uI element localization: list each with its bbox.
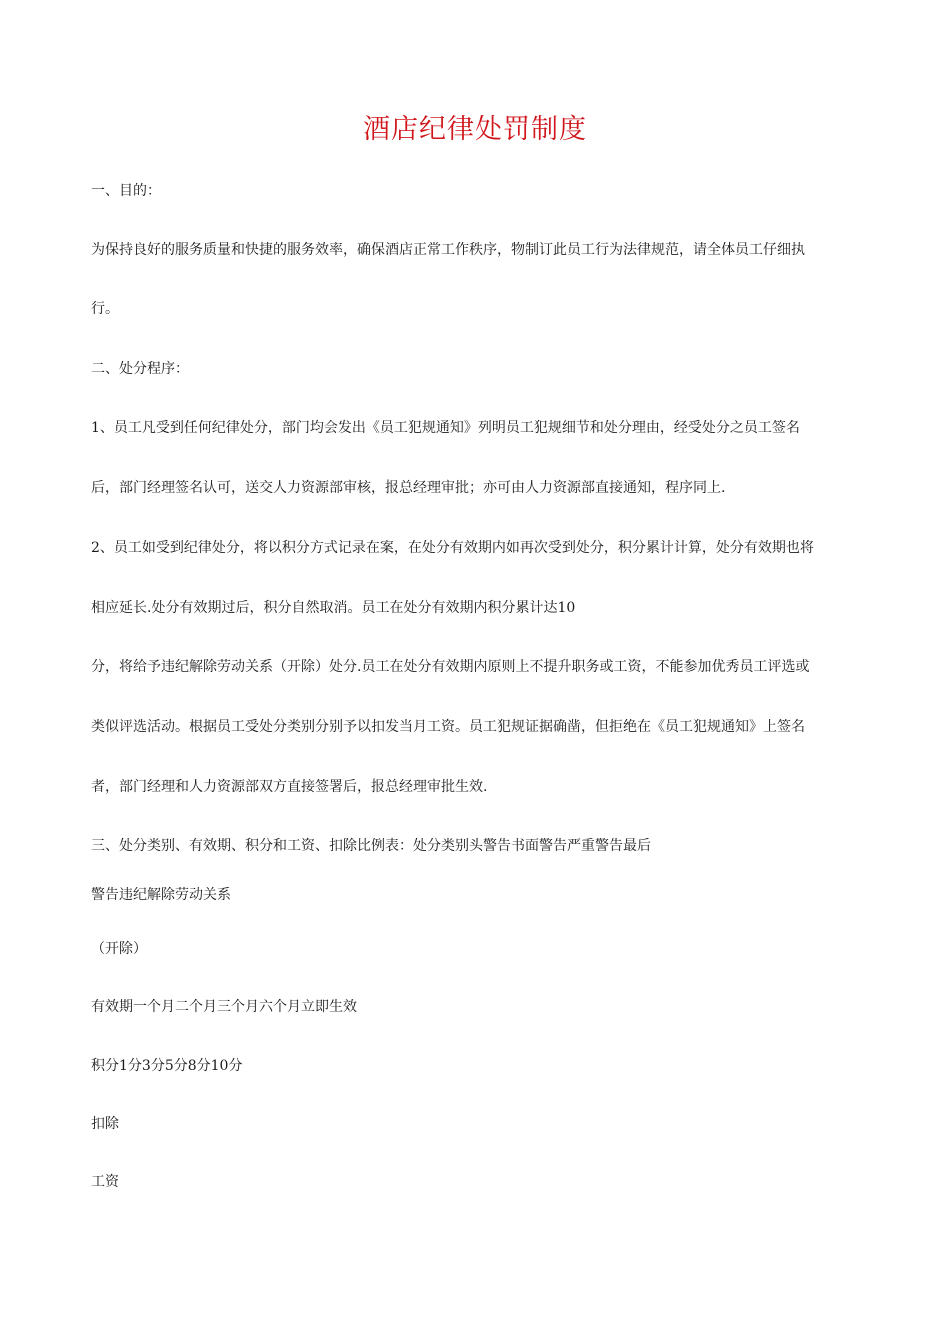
paragraph-line: （开除） bbox=[91, 941, 147, 957]
paragraph-line: 为保持良好的服务质量和快捷的服务效率，确保酒店正常工作秩序，物制订此员工行为法律规范，请全体员工仔细执 bbox=[91, 242, 805, 258]
document-title: 酒店纪律处罚制度 bbox=[363, 114, 587, 145]
paragraph-line: 行。 bbox=[91, 301, 119, 317]
paragraph-line: 2、员工如受到纪律处分，将以积分方式记录在案，在处分有效期内如再次受到处分，积分累计计算，处分有效期也将 bbox=[91, 540, 814, 556]
section-heading-categories: 三、处分类别、有效期、积分和工资、扣除比例表：处分类别头警告书面警告严重警告最后 bbox=[91, 838, 651, 854]
paragraph-line: 相应延长.处分有效期过后，积分自然取消。员工在处分有效期内积分累计达10 bbox=[91, 600, 576, 616]
paragraph-line: 1、员工凡受到任何纪律处分，部门均会发出《员工犯规通知》列明员工犯规细节和处分理由，经受处分之员工签名 bbox=[91, 420, 800, 436]
paragraph-line: 后，部门经理签名认可，送交人力资源部审核，报总经理审批；亦可由人力资源部直接通知，程序同上. bbox=[91, 480, 726, 496]
paragraph-line: 扣除 bbox=[91, 1116, 119, 1132]
paragraph-line: 者，部门经理和人力资源部双方直接签署后，报总经理审批生效. bbox=[91, 779, 488, 795]
paragraph-line: 分，将给予违纪解除劳动关系（开除）处分.员工在处分有效期内原则上不提升职务或工资，不能参加优秀员工评选或 bbox=[91, 659, 810, 675]
paragraph-line: 积分1分3分5分8分10分 bbox=[91, 1058, 243, 1074]
paragraph-line: 警告违纪解除劳动关系 bbox=[91, 887, 231, 903]
section-heading-procedure: 二、处分程序： bbox=[91, 361, 189, 377]
paragraph-line: 有效期一个月二个月三个月六个月立即生效 bbox=[91, 999, 357, 1015]
paragraph-line: 工资 bbox=[91, 1174, 119, 1190]
section-heading-purpose: 一、目的： bbox=[91, 183, 161, 199]
paragraph-line: 类似评选活动。根据员工受处分类别分别予以扣发当月工资。员工犯规证据确凿，但拒绝在《员工犯规通知》上签名 bbox=[91, 719, 805, 735]
